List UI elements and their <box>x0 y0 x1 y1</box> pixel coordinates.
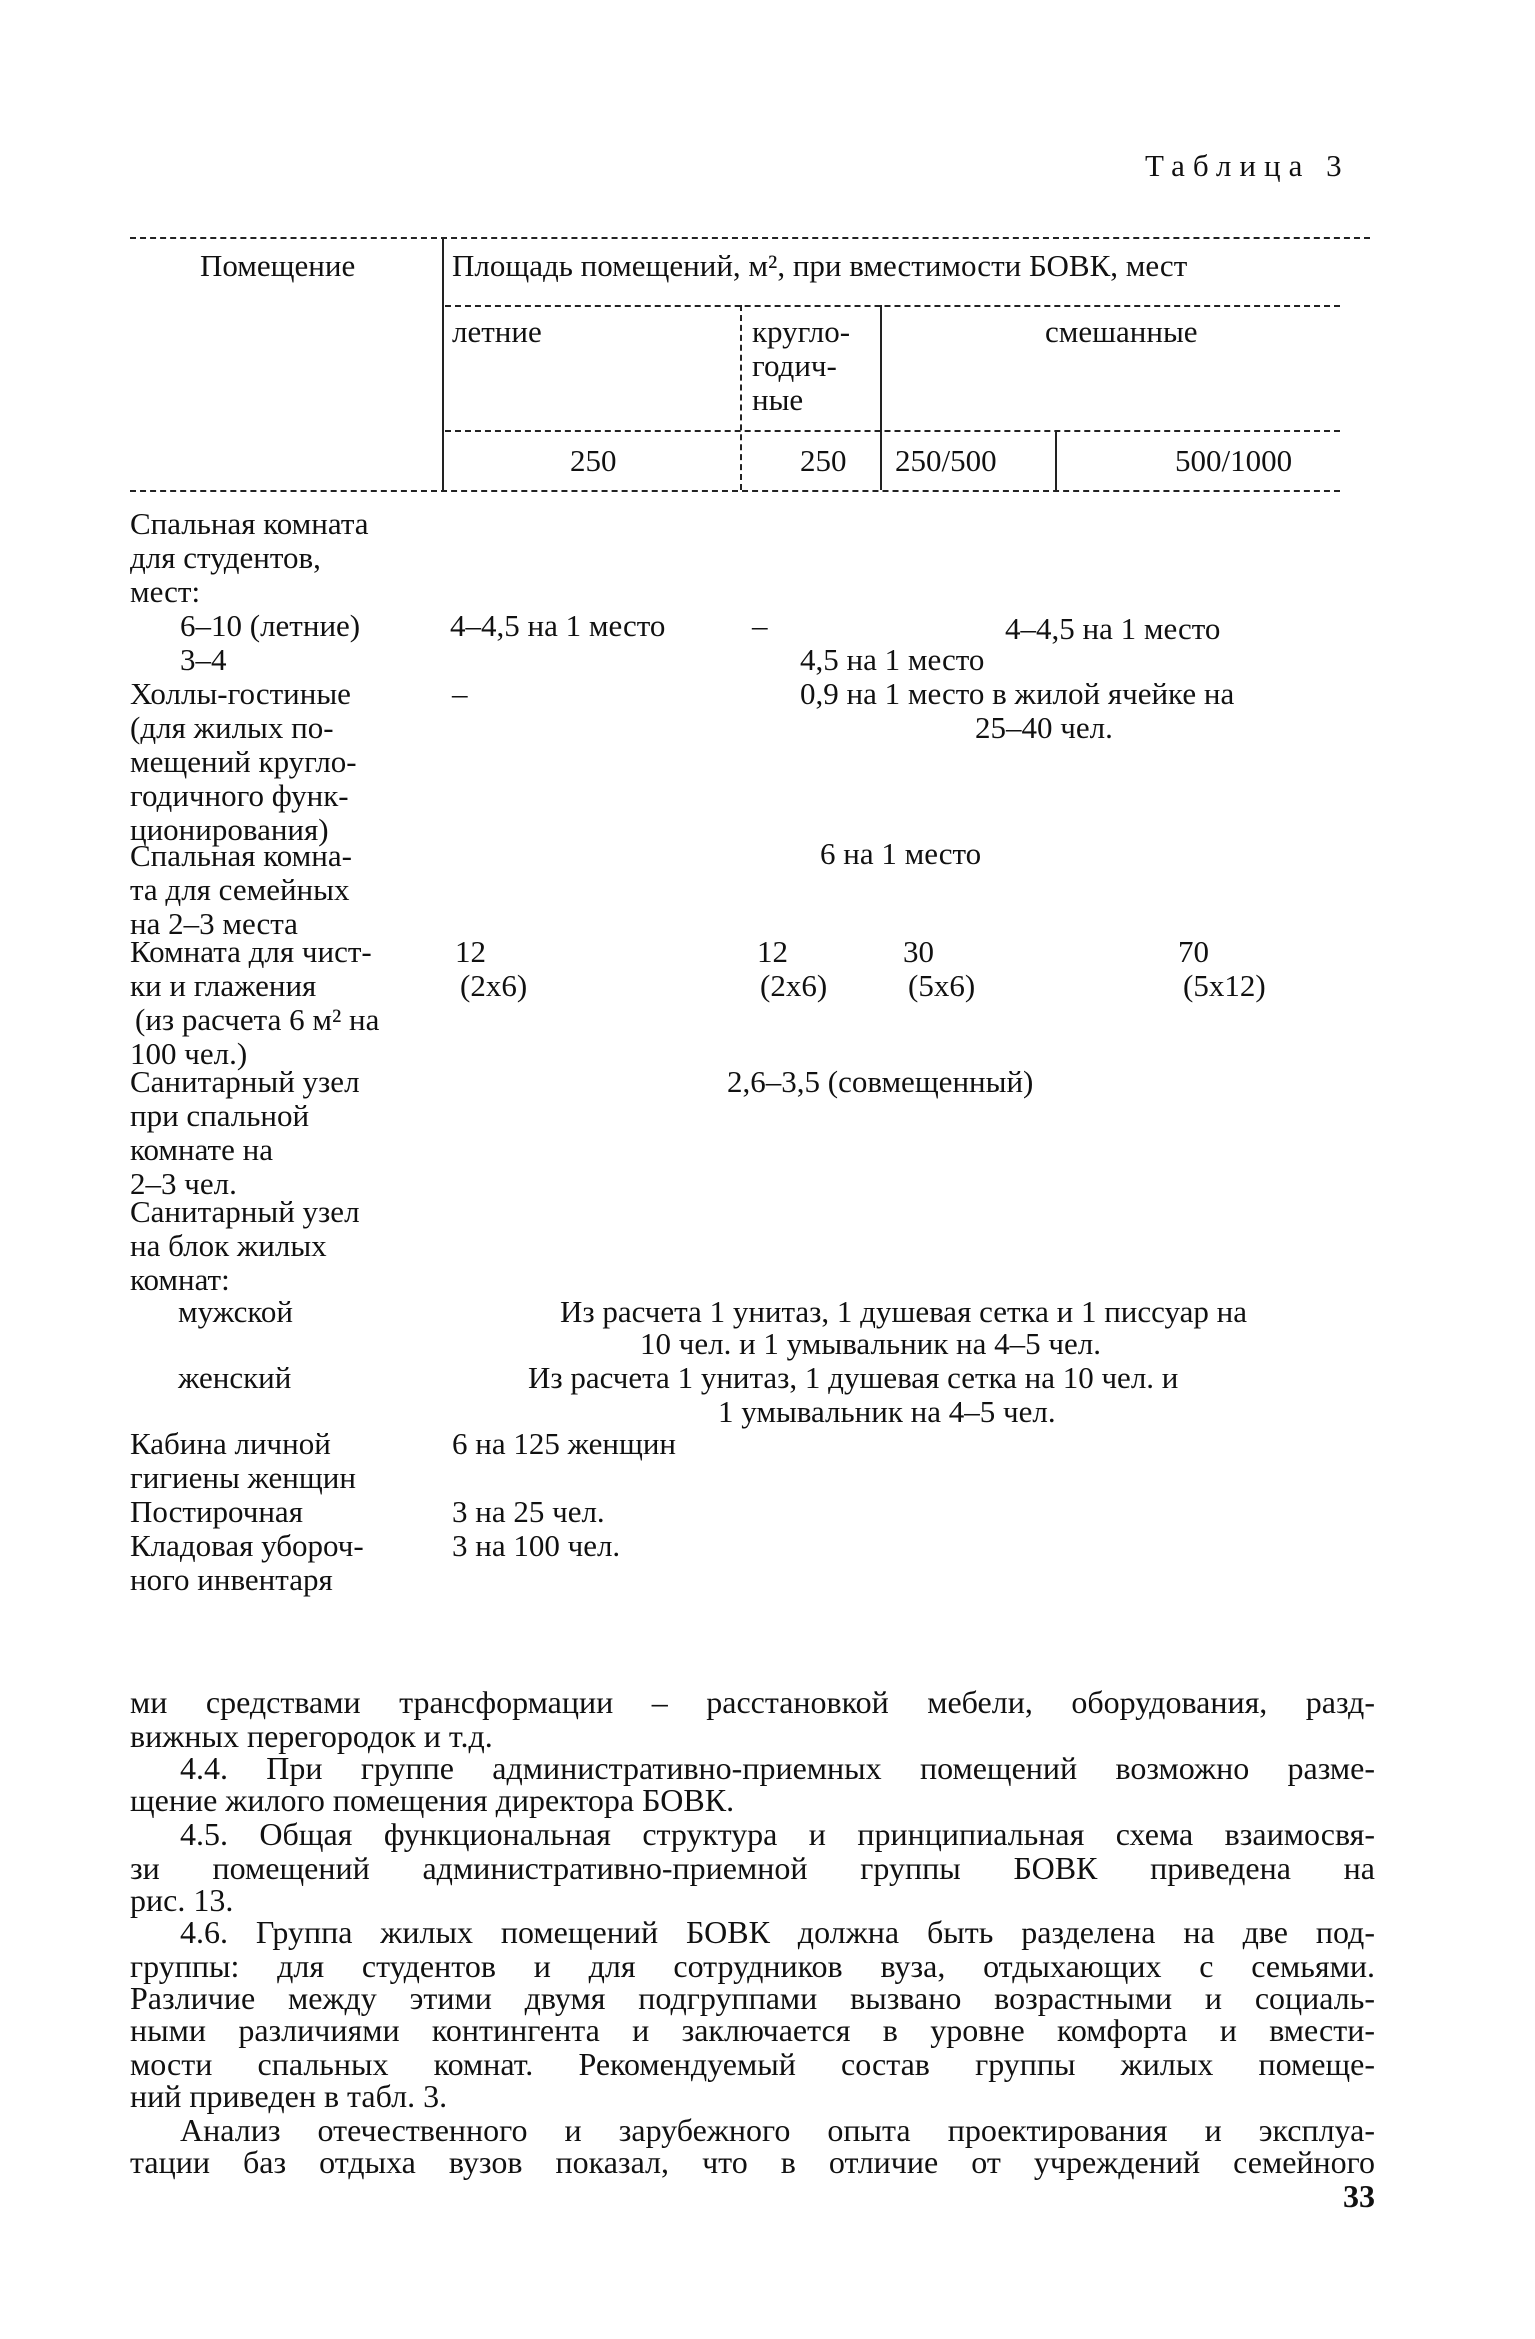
header-area: Площадь помещений, м², при вместимости БОВК, мест <box>452 248 1188 283</box>
row-label: комнат: <box>130 1262 230 1297</box>
body-line: зи помещений административно-приемной группы БОВК приведена на <box>130 1850 1375 1886</box>
table-top-rule <box>130 237 1370 239</box>
row-label: та для семейных <box>130 872 350 907</box>
body-line: щение жилого помещения директора БОВК. <box>130 1782 735 1818</box>
table-caption: Таблица 3 <box>1145 148 1350 183</box>
body-line: ний приведен в табл. 3. <box>130 2078 448 2114</box>
row-label: для студентов, <box>130 540 321 575</box>
header-summer: летние <box>452 314 542 349</box>
row-label: 2–3 чел. <box>130 1166 237 1201</box>
row-label: годичного функ- <box>130 778 349 813</box>
row-label: при спальной <box>130 1098 310 1133</box>
body-line: Различие между этими двумя подгруппами вызвано возрастными и социаль- <box>130 1980 1375 2016</box>
body-line: вижных перегородок и т.д. <box>130 1718 493 1754</box>
header-divider-2 <box>740 305 742 490</box>
row-label: на блок жилых <box>130 1228 327 1263</box>
row-label: мест: <box>130 574 201 609</box>
cell-value: 6 на 125 женщин <box>452 1426 677 1461</box>
header-divider-main <box>442 237 444 490</box>
row-label: Спальная комната <box>130 506 369 541</box>
row-label: комнате на <box>130 1132 273 1167</box>
body-line: 4.5. Общая функциональная структура и принципиальная схема взаимосвя- <box>180 1816 1375 1852</box>
cell-value: 4,5 на 1 место <box>800 642 985 677</box>
row-label: Кладовая убороч- <box>130 1528 364 1563</box>
body-line: мости спальных комнат. Рекомендуемый состав группы жилых помеще- <box>130 2046 1375 2082</box>
body-line: рис. 13. <box>130 1882 234 1918</box>
header-rule-1 <box>445 305 1340 307</box>
header-divider-4 <box>1055 430 1057 490</box>
cell-value: 4–4,5 на 1 место <box>450 608 666 643</box>
row-label: ного инвентаря <box>130 1562 333 1597</box>
cell-value: 0,9 на 1 место в жилой ячейке на <box>800 676 1235 711</box>
row-label: 100 чел.) <box>130 1036 248 1071</box>
header-year-3: ные <box>752 382 804 417</box>
cell-value: 3 на 25 чел. <box>452 1494 605 1529</box>
header-mixed: смешанные <box>1045 314 1198 349</box>
header-divider-3 <box>880 305 882 490</box>
row-label: Холлы-гостиные <box>130 676 351 711</box>
cap-mixed-2: 500/1000 <box>1175 443 1293 478</box>
page-number: 33 <box>1343 2178 1375 2214</box>
cell-value: 10 чел. и 1 умывальник на 4–5 чел. <box>640 1326 1101 1361</box>
cell-value: 3 на 100 чел. <box>452 1528 621 1563</box>
row-label: Спальная комна- <box>130 838 352 873</box>
cell-value: (2х6) <box>760 968 828 1003</box>
cell-value: – <box>752 608 768 643</box>
body-line: ми средствами трансформации – расстановкой мебели, оборудования, разд- <box>130 1684 1375 1720</box>
cell-value: 70 <box>1178 934 1209 969</box>
cell-value: – <box>452 676 468 711</box>
row-label: (для жилых по- <box>130 710 334 745</box>
cell-value: 2,6–3,5 (совмещенный) <box>727 1064 1034 1099</box>
body-line: ными различиями контингента и заключается в уровне комфорта и вмести- <box>130 2012 1375 2048</box>
row-label: на 2–3 места <box>130 906 298 941</box>
row-label: ки и глажения <box>130 968 317 1003</box>
cap-summer: 250 <box>570 443 617 478</box>
body-line: Анализ отечественного и зарубежного опыта проектирования и эксплуа- <box>180 2112 1375 2148</box>
row-label: женский <box>178 1360 292 1395</box>
body-line: тации баз отдыха вузов показал, что в отличие от учреждений семейного <box>130 2144 1375 2180</box>
cell-value: 12 <box>757 934 788 969</box>
row-label: ционирования) <box>130 812 329 847</box>
row-label: гигиены женщин <box>130 1460 356 1495</box>
body-line: группы: для студентов и для сотрудников вуза, отдыхающих с семьями. <box>130 1948 1375 1984</box>
cell-value: 12 <box>455 934 486 969</box>
cell-value: 25–40 чел. <box>975 710 1113 745</box>
row-label: мещений кругло- <box>130 744 357 779</box>
cell-value: 6 на 1 место <box>820 836 982 871</box>
row-label: 3–4 <box>180 642 227 677</box>
header-year-1: кругло- <box>752 314 851 349</box>
header-room: Помещение <box>200 248 356 283</box>
cell-value: Из расчета 1 унитаз, 1 душевая сетка на 10 чел. и <box>528 1360 1179 1395</box>
cell-value: 4–4,5 на 1 место <box>1005 611 1221 646</box>
cap-year: 250 <box>800 443 847 478</box>
row-label: мужской <box>178 1294 293 1329</box>
row-label: Постирочная <box>130 1494 303 1529</box>
cap-mixed-1: 250/500 <box>895 443 997 478</box>
header-year-2: годич- <box>752 348 837 383</box>
header-rule-2 <box>445 430 1340 432</box>
cell-value: 30 <box>903 934 934 969</box>
row-label: Кабина личной <box>130 1426 331 1461</box>
row-label: Комната для чист- <box>130 934 372 969</box>
row-label: (из расчета 6 м² на <box>135 1002 380 1037</box>
cell-value: (5х12) <box>1183 968 1266 1003</box>
cell-value: (5х6) <box>908 968 976 1003</box>
cell-value: (2х6) <box>460 968 528 1003</box>
row-label: Санитарный узел <box>130 1064 360 1099</box>
body-line: 4.6. Группа жилых помещений БОВК должна быть разделена на две под- <box>180 1914 1375 1950</box>
cell-value: 1 умывальник на 4–5 чел. <box>718 1394 1056 1429</box>
header-bottom-rule <box>130 490 1340 492</box>
row-label: 6–10 (летние) <box>180 608 361 643</box>
body-line: 4.4. При группе административно-приемных помещений возможно разме- <box>180 1750 1375 1786</box>
row-label: Санитарный узел <box>130 1194 360 1229</box>
cell-value: Из расчета 1 унитаз, 1 душевая сетка и 1 писсуар на <box>560 1294 1247 1329</box>
